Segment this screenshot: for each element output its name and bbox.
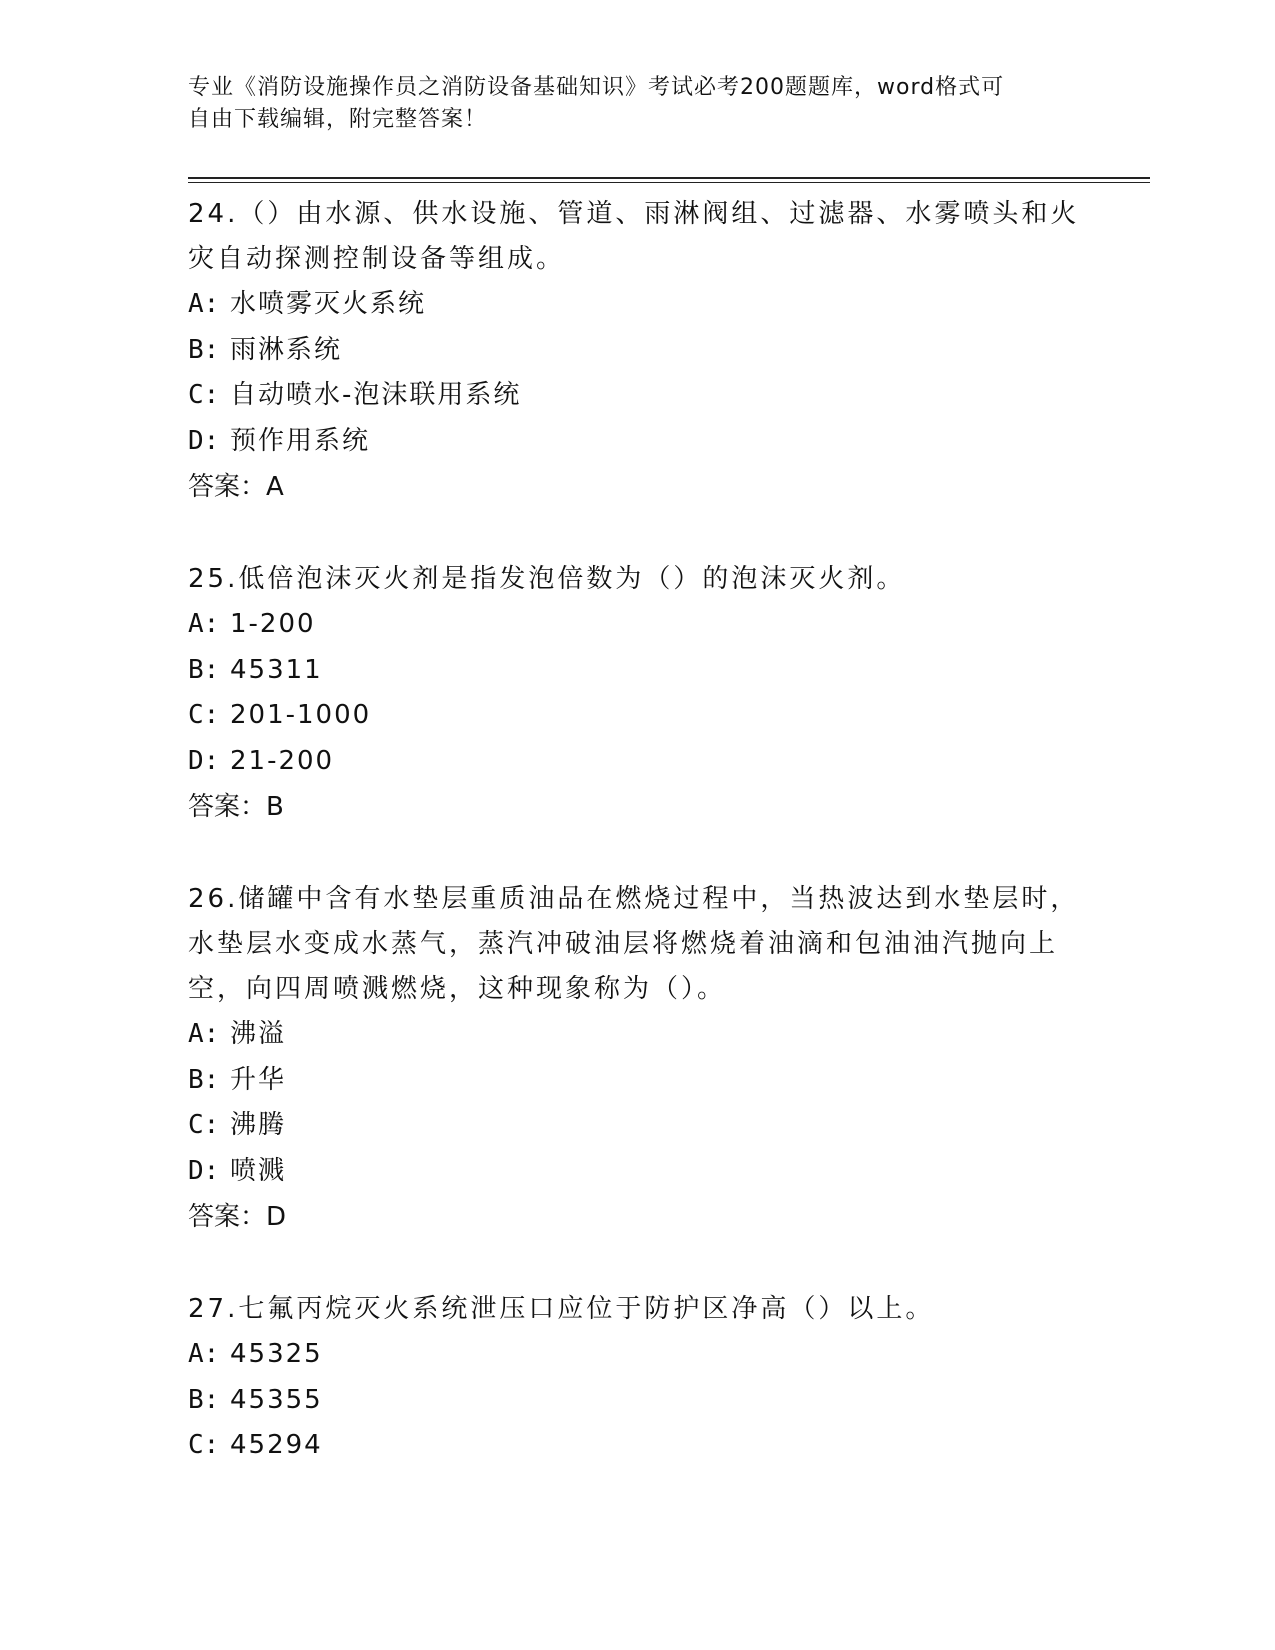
option-text: 45294: [230, 1430, 323, 1460]
option-d: [188, 739, 1088, 785]
option-text: 沸溢: [230, 1019, 287, 1049]
question-stem-line: 24.（）由水源、供水设施、管道、雨淋阀组、过滤器、水雾喷头和火: [188, 199, 1080, 229]
question-list: [188, 192, 1088, 1516]
answer-line: [188, 464, 1088, 510]
option-key: A:: [188, 289, 220, 319]
option-a: [188, 602, 1088, 648]
question-stem-line: 27.七氟丙烷灭火系统泄压口应位于防护区净高（）以上。: [188, 1294, 935, 1324]
option-key: C:: [188, 380, 220, 410]
option-key: C:: [188, 700, 220, 730]
option-text: 喷溅: [230, 1155, 287, 1186]
option-text: 45311: [230, 654, 323, 685]
option-text: 自动喷水-泡沫联用系统: [230, 380, 522, 410]
option-a: [188, 1012, 1088, 1058]
answer-value: A: [266, 472, 284, 502]
question-27: [188, 1287, 1088, 1469]
header-line-1: 专业《消防设施操作员之消防设备基础知识》考试必考200题题库，word格式可: [188, 75, 1005, 100]
option-key: A:: [188, 1339, 220, 1369]
answer-line: [188, 784, 1088, 830]
option-text: 预作用系统: [230, 425, 371, 456]
header-divider-thin: [188, 182, 1150, 183]
option-d: [188, 419, 1088, 465]
option-d: [188, 1149, 1088, 1195]
option-key: B:: [188, 334, 220, 365]
answer-label: 答案：: [188, 792, 267, 822]
question-25: [188, 557, 1088, 830]
option-c: [188, 373, 1088, 419]
question-stem-line: 灾自动探测控制设备等组成。: [188, 244, 566, 274]
option-text: 21-200: [230, 745, 335, 776]
answer-value: D: [266, 1202, 287, 1232]
option-a: [188, 282, 1088, 328]
option-b: [188, 1058, 1088, 1104]
answer-label: 答案：: [188, 1202, 267, 1232]
question-stem-line: 水垫层水变成水蒸气，蒸汽冲破油层将燃烧着油滴和包油油汽抛向上: [188, 929, 1059, 959]
option-text: 45355: [230, 1384, 323, 1415]
option-text: 45325: [230, 1339, 323, 1369]
header-line-2: 自由下载编辑，附完整答案！: [188, 107, 488, 132]
option-b: [188, 328, 1088, 374]
option-b: [188, 1378, 1088, 1424]
header-divider-thick: [188, 177, 1150, 179]
option-b: [188, 648, 1088, 694]
option-key: D:: [188, 425, 220, 456]
option-text: 雨淋系统: [230, 334, 343, 365]
question-stem-line: 25.低倍泡沫灭火剂是指发泡倍数为（）的泡沫灭火剂。: [188, 564, 906, 594]
option-key: C:: [188, 1110, 220, 1140]
option-key: D:: [188, 1155, 220, 1186]
answer-label: 答案：: [188, 472, 267, 502]
option-key: C:: [188, 1430, 220, 1460]
option-text: 升华: [230, 1064, 287, 1095]
option-key: A:: [188, 1019, 220, 1049]
question-24: [188, 192, 1088, 510]
question-stem-line: 26.储罐中含有水垫层重质油品在燃烧过程中，当热波达到水垫层时，: [188, 884, 1080, 914]
answer-value: B: [266, 792, 284, 822]
question-26: [188, 877, 1088, 1240]
option-c: [188, 1103, 1088, 1149]
option-key: D:: [188, 745, 220, 776]
option-c: [188, 1423, 1088, 1469]
option-key: A:: [188, 609, 220, 639]
option-key: B:: [188, 1064, 220, 1095]
question-stem-line: 空，向四周喷溅燃烧，这种现象称为（）。: [188, 974, 727, 1004]
option-text: 1-200: [230, 609, 316, 639]
option-key: B:: [188, 654, 220, 685]
option-text: 201-1000: [230, 700, 372, 730]
document-header: [188, 72, 1088, 136]
option-key: B:: [188, 1384, 220, 1415]
option-c: [188, 693, 1088, 739]
answer-line: [188, 1194, 1088, 1240]
option-text: 沸腾: [230, 1110, 287, 1140]
option-a: [188, 1332, 1088, 1378]
option-text: 水喷雾灭火系统: [230, 289, 427, 319]
